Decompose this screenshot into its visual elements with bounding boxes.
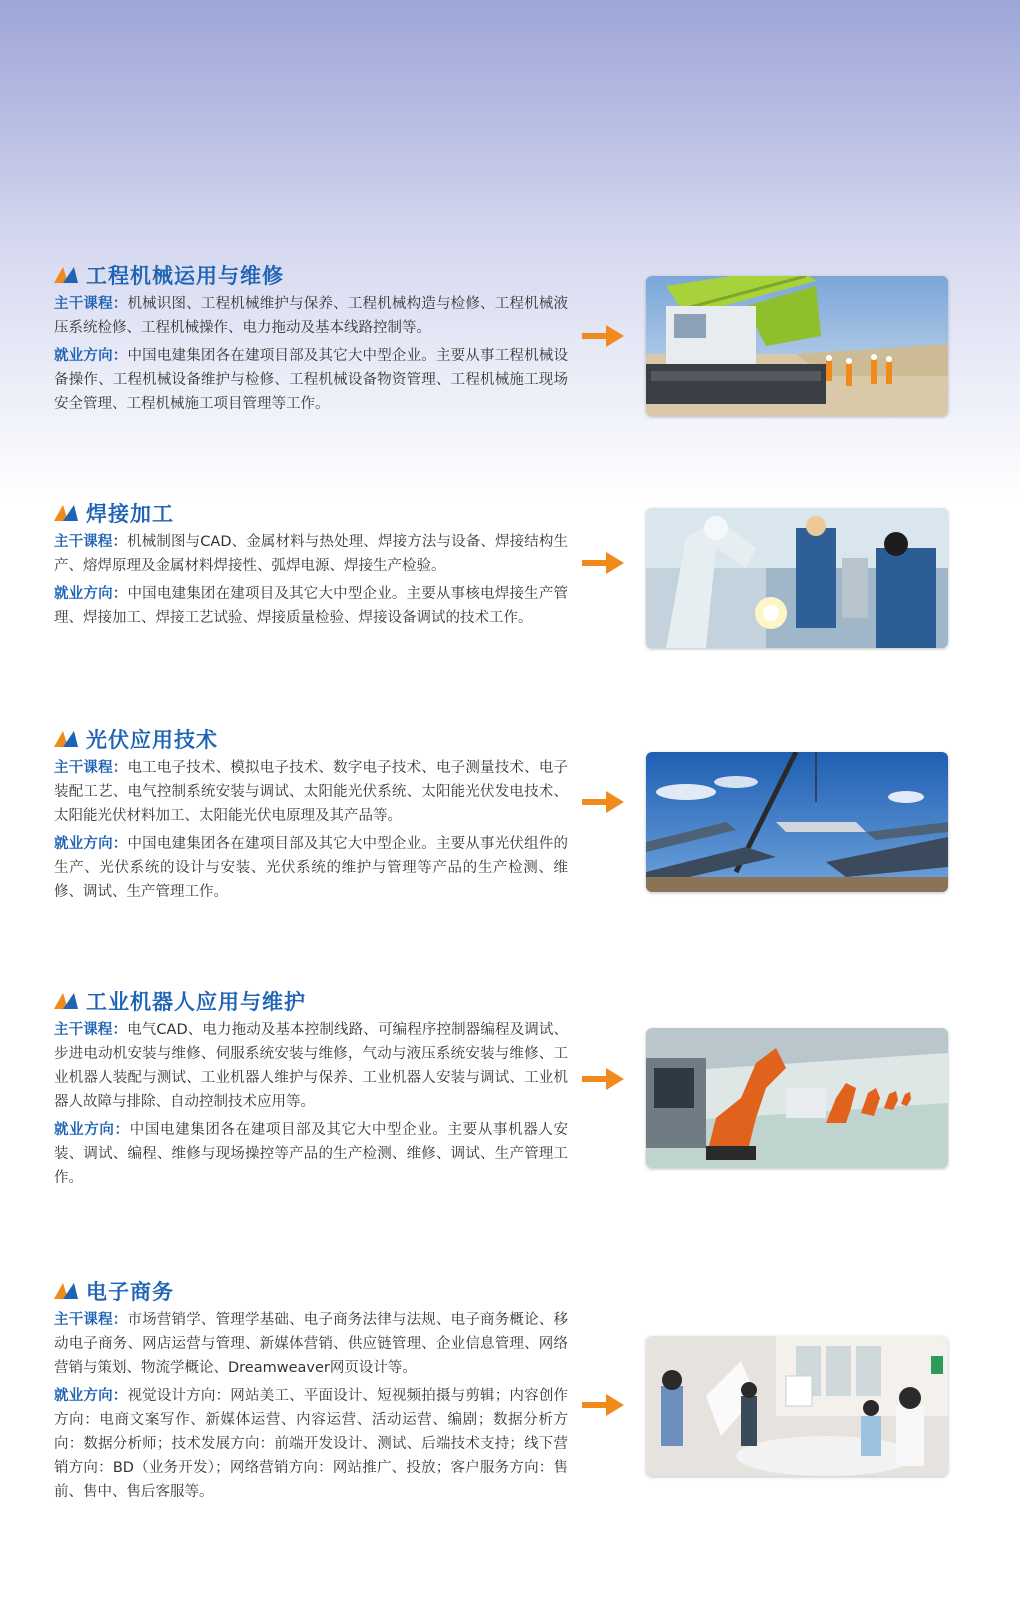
job-text: 中国电建集团各在建项目部及其它大中型企业。主要从事机器人安装、调试、编程、维修与现场操控等产品的生产检测、维修、调试、生产管理工作。 [54, 1122, 569, 1186]
job-paragraph [54, 582, 568, 630]
solar-photo [646, 752, 948, 892]
section-title-text: 焊接加工 [86, 502, 174, 526]
course-paragraph [54, 756, 568, 828]
job-label: 就业方向： [54, 836, 128, 852]
course-paragraph [54, 292, 568, 340]
course-paragraph [54, 530, 568, 578]
course-label: 主干课程： [54, 760, 128, 776]
section-title [54, 986, 306, 1016]
job-paragraph [54, 832, 568, 904]
job-label: 就业方向： [54, 586, 128, 602]
arrow-right-icon [582, 325, 624, 347]
course-label: 主干课程： [54, 1312, 128, 1328]
course-label: 主干课程： [54, 296, 128, 312]
crane-photo [646, 276, 948, 416]
section-body [54, 756, 568, 908]
triangle-icon [54, 992, 78, 1010]
job-paragraph [54, 344, 568, 416]
section-title [54, 1276, 174, 1306]
job-text: 中国电建集团各在建项目部及其它大中型企业。主要从事光伏组件的生产、光伏系统的设计与安装、光伏系统的维护与管理等产品的生产检测、维修、调试、生产管理工作。 [54, 836, 569, 900]
triangle-icon [54, 504, 78, 522]
job-paragraph [54, 1384, 568, 1504]
course-label: 主干课程： [54, 1022, 128, 1038]
section-title-text: 工程机械运用与维修 [86, 264, 284, 288]
section-body [54, 530, 568, 634]
section-title-text: 电子商务 [86, 1280, 174, 1304]
triangle-icon [54, 266, 78, 284]
section-body [54, 1308, 568, 1508]
section-title-text: 工业机器人应用与维护 [86, 990, 306, 1014]
course-text: 市场营销学、管理学基础、电子商务法律与法规、电子商务概论、移动电子商务、网店运营与管理、新媒体营销、供应链管理、企业信息管理、网络营销与策划、物流学概论、Dreamweaver网页设计等。 [54, 1312, 569, 1376]
job-text: 视觉设计方向：网站美工、平面设计、短视频拍摄与剪辑；内容创作方向：电商文案写作、新媒体运营、内容运营、活动运营、编剧；数据分析方向：数据分析师；技术发展方向：前端开发设计、测试、后端技术支持；线下营销方向：BD（业务开发）；网络营销方向：网站推广、投放；客户服务方向：售前、售中、售后客服等。 [54, 1388, 569, 1500]
section-title [54, 260, 284, 290]
course-text: 电工电子技术、模拟电子技术、数字电子技术、电子测量技术、电子装配工艺、电气控制系统安装与调试、太阳能光伏系统、太阳能光伏发电技术、太阳能光伏材料加工、太阳能光伏电原理及其产品等。 [54, 760, 569, 824]
course-text: 电气CAD、电力拖动及基本控制线路、可编程序控制器编程及调试、步进电动机安装与维修、伺服系统安装与维修，气动与液压系统安装与维修、工业机器人装配与测试、工业机器人维护与保养、工业机器人安装与调试、工业机器人故障与排除、自动控制技术应用等。 [54, 1022, 568, 1110]
section-body [54, 292, 568, 420]
course-paragraph [54, 1018, 568, 1114]
job-label: 就业方向： [54, 348, 128, 364]
course-paragraph [54, 1308, 568, 1380]
arrow-right-icon [582, 1068, 624, 1090]
arrow-right-icon [582, 1394, 624, 1416]
job-text: 中国电建集团各在建项目部及其它大中型企业。主要从事工程机械设备操作、工程机械设备维护与检修、工程机械设备物资管理、工程机械施工现场安全管理、工程机械施工项目管理等工作。 [54, 348, 569, 412]
arrow-right-icon [582, 791, 624, 813]
job-label: 就业方向： [54, 1388, 128, 1404]
course-label: 主干课程： [54, 534, 128, 550]
robot-photo [646, 1028, 948, 1168]
job-label: 就业方向： [54, 1122, 130, 1138]
section-title [54, 724, 218, 754]
triangle-icon [54, 1282, 78, 1300]
triangle-icon [54, 730, 78, 748]
course-text: 机械识图、工程机械维护与保养、工程机械构造与检修、工程机械液压系统检修、工程机械操作、电力拖动及基本线路控制等。 [54, 296, 569, 336]
section-title [54, 498, 174, 528]
welding-photo [646, 508, 948, 648]
section-title-text: 光伏应用技术 [86, 728, 218, 752]
section-body [54, 1018, 568, 1194]
job-paragraph [54, 1118, 568, 1190]
arrow-right-icon [582, 552, 624, 574]
job-text: 中国电建集团在建项目及其它大中型企业。主要从事核电焊接生产管理、焊接加工、焊接工艺试验、焊接质量检验、焊接设备调试的技术工作。 [54, 586, 569, 626]
course-text: 机械制图与CAD、金属材料与热处理、焊接方法与设备、焊接结构生产、熔焊原理及金属材料焊接性、弧焊电源、焊接生产检验。 [54, 534, 568, 574]
ecommerce-photo [646, 1336, 948, 1476]
